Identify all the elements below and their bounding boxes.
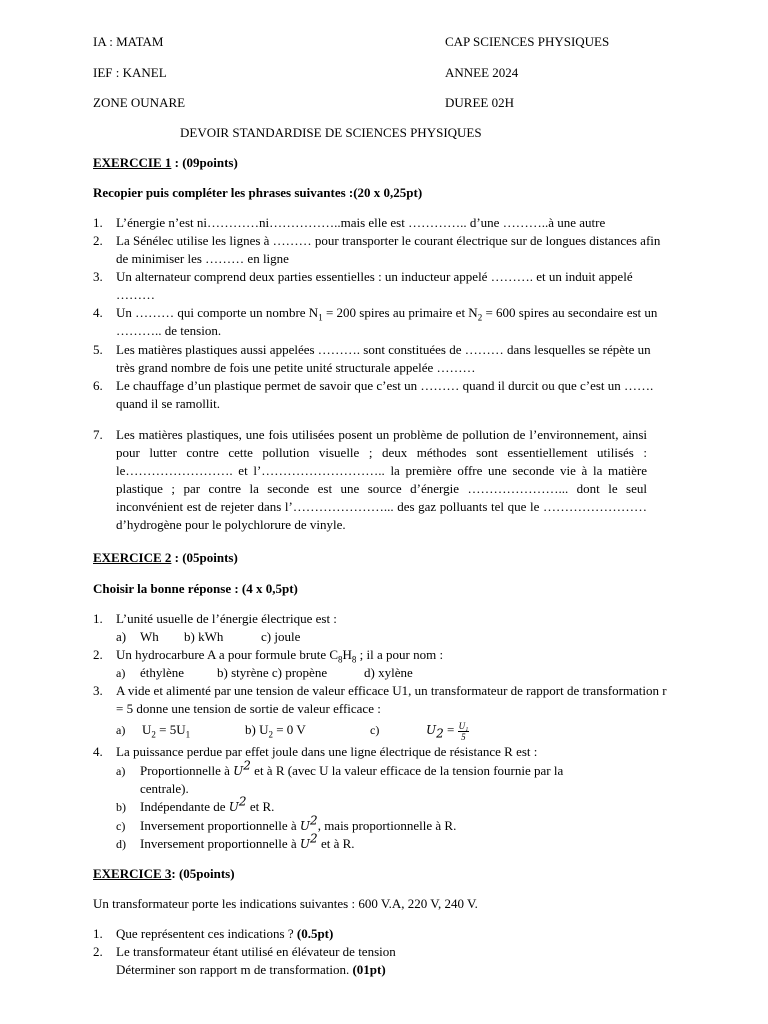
question-number: 2. <box>93 647 103 662</box>
item-text: Les matières plastiques, une fois utilisées posent un problème de pollution de l’environnement, ainsi pour lutter contre cette pollution visuelle ; deux méthodes sont essentiellement utilisés : le……………………. et l’……………………….. la première offre une seconde vie à la matière plastique ; par contre la seconde est une source d’énergie …………………... dont le seul inconvénient est de rejeter dans l’…………………... des gaz polluants tel que le ……………………d’hydrogène pour le polychlorure de vinyle. <box>116 427 647 532</box>
question-text: La puissance perdue par effet joule dans une ligne électrique de résistance R est : <box>116 744 538 759</box>
item-text: Un alternateur comprend deux parties essentielles : un inducteur appelé ………. et un induit appelé ……… <box>116 269 633 302</box>
item-number: 2. <box>93 233 103 248</box>
item-number: 5. <box>93 342 103 357</box>
option-label: d) <box>116 837 126 851</box>
question-text: Un hydrocarbure A a pour formule brute $C_8H_8$ ; il a pour nom : <box>116 647 444 665</box>
document-title: DEVOIR STANDARDISE DE SCIENCES PHYSIQUES <box>180 125 482 140</box>
header-annee: ANNEE 2024 <box>445 65 519 80</box>
question-text: L’unité usuelle de l’énergie électrique est : <box>116 611 337 626</box>
ex3-points: : (05points) <box>171 866 235 881</box>
ex3-heading <box>93 865 235 883</box>
question-text: A vide et alimenté par une tension de valeur efficace U1, un transformateur de rapport de transformation r = 5 donne une tension de sortie de valeur efficace : <box>116 683 667 716</box>
option-text: b) $U_2 = 0$ V <box>245 722 306 740</box>
header-ia: IA : MATAM <box>93 34 164 49</box>
option-label: a) <box>116 723 126 737</box>
ex2-title: EXERCICE 2 <box>93 550 172 565</box>
option-label: b) <box>116 800 126 814</box>
option-text: b) kWh <box>184 629 224 644</box>
question-number: 4. <box>93 744 103 759</box>
item-number: 6. <box>93 378 103 393</box>
option-text: éthylène <box>140 665 185 680</box>
ex2-heading <box>93 549 238 567</box>
option-text: centrale). <box>140 781 189 796</box>
option-text: d) xylène <box>364 665 413 680</box>
ex1-instruction: Recopier puis compléter les phrases suivantes :(20 x 0,25pt) <box>93 185 423 200</box>
item-number: 4. <box>93 305 103 320</box>
ex3-intro: Un transformateur porte les indications suivantes : 600 V.A, 220 V, 240 V. <box>93 896 478 911</box>
option-text: $U_2 = 5U_1$ <box>142 722 191 740</box>
header-ief: IEF : KANEL <box>93 65 167 80</box>
header-zone: ZONE OUNARE <box>93 95 186 110</box>
ex1-heading <box>93 154 238 172</box>
question-number: 2. <box>93 944 103 959</box>
option-label: a) <box>116 629 127 644</box>
item-text: Le chauffage d’un plastique permet de savoir que c’est un ……… quand il durcit ou que c’est un ……. quand il se ramollit. <box>116 378 654 411</box>
option-text: Wh <box>140 629 159 644</box>
item-number: 1. <box>93 215 103 230</box>
option-text: Inversement proportionnelle à $U^2$ et à R. <box>140 831 355 851</box>
question-text: Que représentent ces indications ? (0.5pt) <box>116 926 334 941</box>
option-text: b) styrène c) propène <box>217 665 328 680</box>
question-number: 1. <box>93 926 103 941</box>
option-text: Indépendante de $U^2$ et R. <box>140 794 275 814</box>
question-text: Le transformateur étant utilisé en élévateur de tension <box>116 944 396 959</box>
option-label: a) <box>116 666 126 680</box>
item-text: L’énergie n’est ni…………ni……………..mais elle est ………….. d’une ………..à une autre <box>116 215 606 230</box>
ex1-points: : (09points) <box>171 155 238 170</box>
item-text: Les matières plastiques aussi appelées ………. sont constituées de ……… dans lesquelles se répète un très grand nombre de fois une petite unité structurale appelée ……… <box>116 342 651 375</box>
option-text: c) joule <box>261 629 301 644</box>
ex1-title: EXERCCIE 1 <box>93 155 172 170</box>
question-number: 1. <box>93 611 103 626</box>
question-number: 3. <box>93 683 103 698</box>
header-cap: CAP SCIENCES PHYSIQUES <box>445 34 610 49</box>
item-number: 7. <box>93 427 103 442</box>
ex2-instruction: Choisir la bonne réponse : (4 x 0,5pt) <box>93 581 298 596</box>
item-text: Un ……… qui comporte un nombre $N_1 = 200$ spires au primaire et $N_2 = 600$ spires au secondaire est un ……….. de tension. <box>116 305 658 338</box>
option-text: Inversement proportionnelle à $U^2$, mais proportionnelle à R. <box>140 813 457 833</box>
header-duree: DUREE 02H <box>445 95 514 110</box>
option-label: c) <box>370 723 380 737</box>
option-label: a) <box>116 764 126 778</box>
item-number: 3. <box>93 269 103 284</box>
ex2-points: : (05points) <box>171 550 238 565</box>
item-text: La Sénélec utilise les lignes à ……… pour transporter le courant électrique sur de longues distances afin de minimiser les ……… en ligne <box>116 233 661 266</box>
ex3-title: EXERCICE 3 <box>93 866 172 881</box>
formula-u2-over-5: $U_2$ = $\frac{\text{U₁}}{5}$ <box>426 720 469 742</box>
option-label: c) <box>116 819 126 833</box>
question-text: Déterminer son rapport m de transformation. (01pt) <box>116 962 386 977</box>
option-text: Proportionnelle à $U^2$ et à R (avec U la valeur efficace de la tension fournie par la <box>140 758 564 778</box>
